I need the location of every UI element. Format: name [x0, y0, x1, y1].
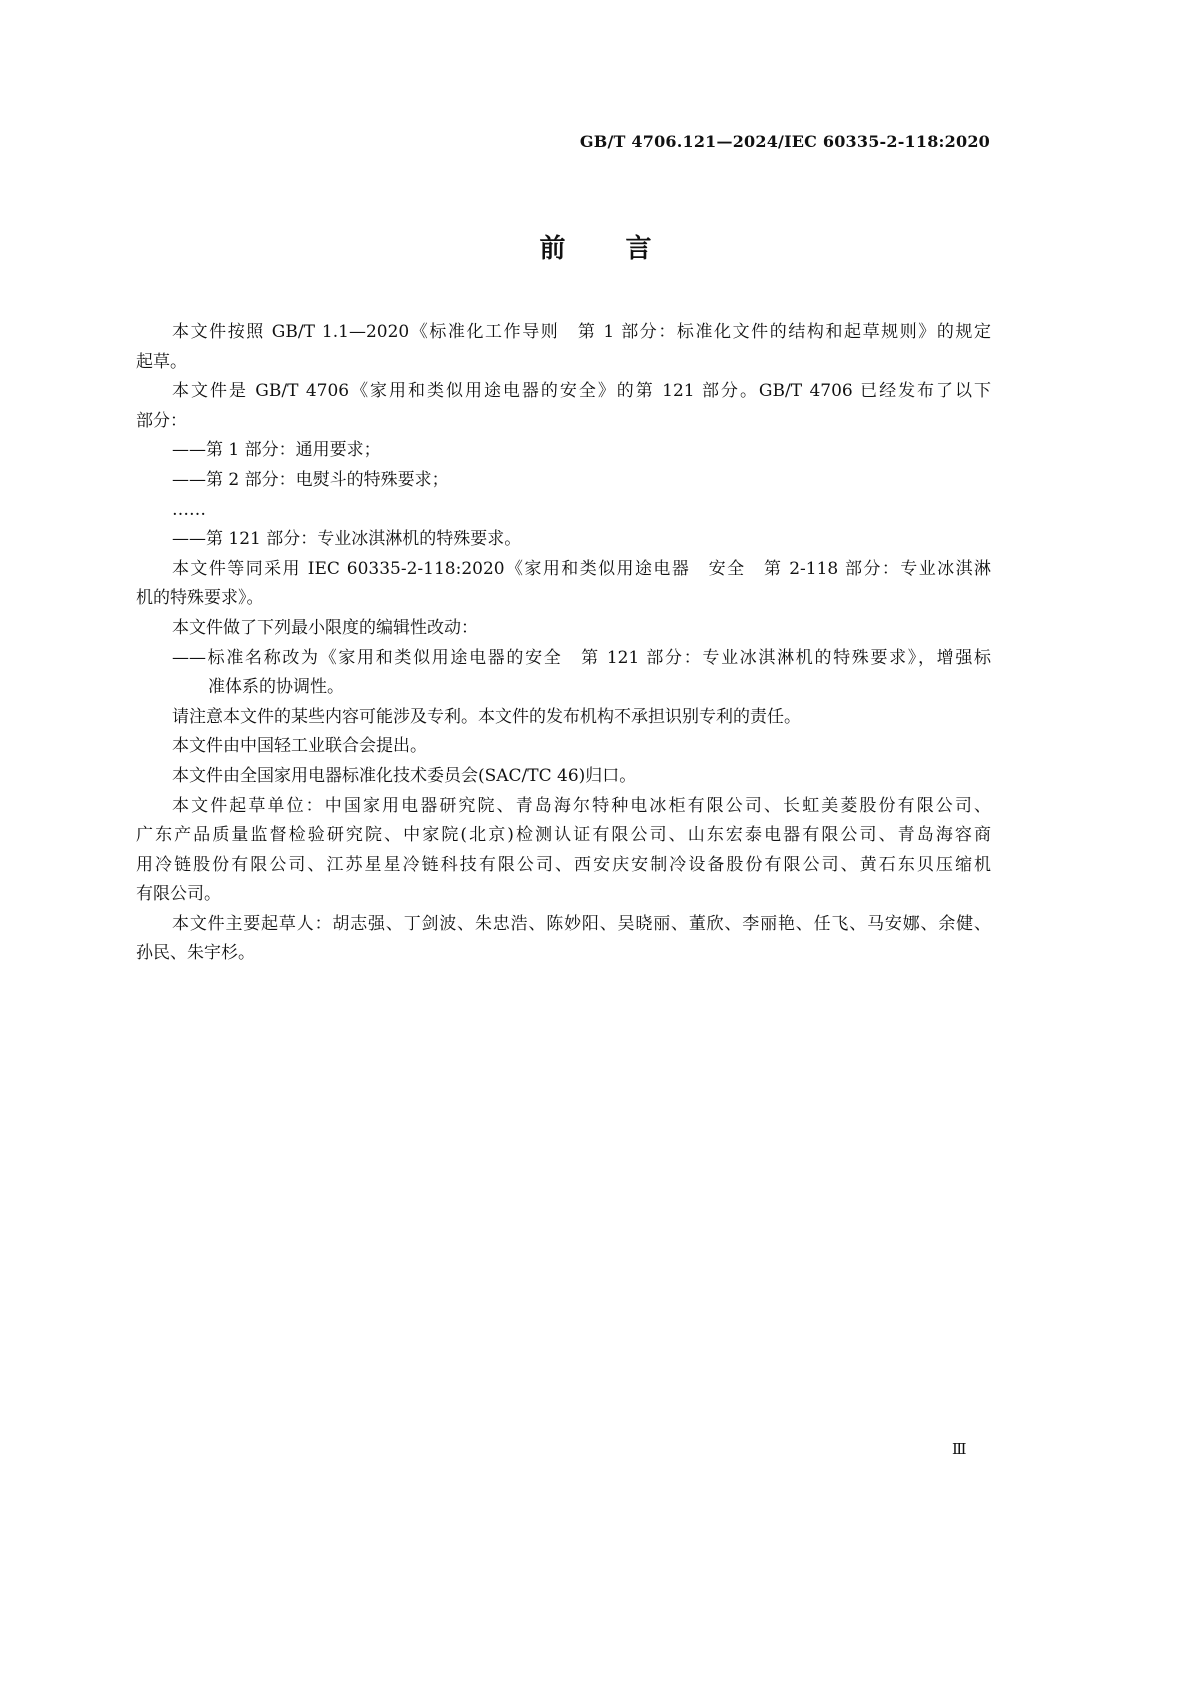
list-ellipsis: …… [172, 499, 206, 520]
paragraph-line: 本文件主要起草人：胡志强、丁剑波、朱忠浩、陈妙阳、吴晓丽、董欣、李丽艳、任飞、马安娜、余健、 [172, 913, 991, 934]
paragraph-line: 本文件由全国家用电器标准化技术委员会(SAC/TC 46)归口。 [172, 765, 637, 786]
page-number: Ⅲ [952, 1440, 967, 1458]
paragraph-line: 用冷链股份有限公司、江苏星星冷链科技有限公司、西安庆安制冷设备股份有限公司、黄石东贝压缩机 [136, 854, 991, 875]
list-item: ——第 2 部分：电熨斗的特殊要求； [172, 469, 449, 490]
page-title: 前言 [539, 234, 712, 264]
list-item: ——标准名称改为《家用和类似用途电器的安全 第 121 部分：专业冰淇淋机的特殊要求》，增强标 [172, 647, 991, 668]
paragraph-line: 机的特殊要求》。 [136, 588, 264, 609]
standard-number-header: GB/T 4706.121—2024/IEC 60335-2-118:2020 [579, 132, 990, 151]
paragraph-line: 本文件由中国轻工业联合会提出。 [172, 736, 427, 757]
paragraph-line: 部分： [136, 410, 187, 431]
paragraph-line: 广东产品质量监督检验研究院、中家院(北京)检测认证有限公司、山东宏泰电器有限公司、青岛海容商 [136, 825, 991, 846]
paragraph-line: 本文件做了下列最小限度的编辑性改动： [172, 617, 478, 638]
list-item: ——第 121 部分：专业冰淇淋机的特殊要求。 [172, 529, 522, 550]
paragraph-line: 有限公司。 [136, 884, 221, 905]
paragraph-line: 起草。 [136, 351, 187, 372]
paragraph-line: 请注意本文件的某些内容可能涉及专利。本文件的发布机构不承担识别专利的责任。 [172, 706, 801, 727]
list-item: ——第 1 部分：通用要求； [172, 440, 381, 461]
paragraph-line: 孙民、朱宇杉。 [136, 943, 255, 964]
list-item-continuation: 准体系的协调性。 [208, 677, 344, 698]
paragraph-line: 本文件是 GB/T 4706《家用和类似用途电器的安全》的第 121 部分。GB/T 4706 已经发布了以下 [172, 381, 991, 402]
foreword-body [136, 318, 991, 969]
paragraph-line: 本文件按照 GB/T 1.1—2020《标准化工作导则 第 1 部分：标准化文件的结构和起草规则》的规定 [172, 322, 991, 342]
paragraph-line: 本文件等同采用 IEC 60335-2-118:2020《家用和类似用途电器 安全 第 2-118 部分：专业冰淇淋 [172, 558, 991, 579]
paragraph-line: 本文件起草单位：中国家用电器研究院、青岛海尔特种电冰柜有限公司、长虹美菱股份有限公司、 [172, 795, 991, 816]
